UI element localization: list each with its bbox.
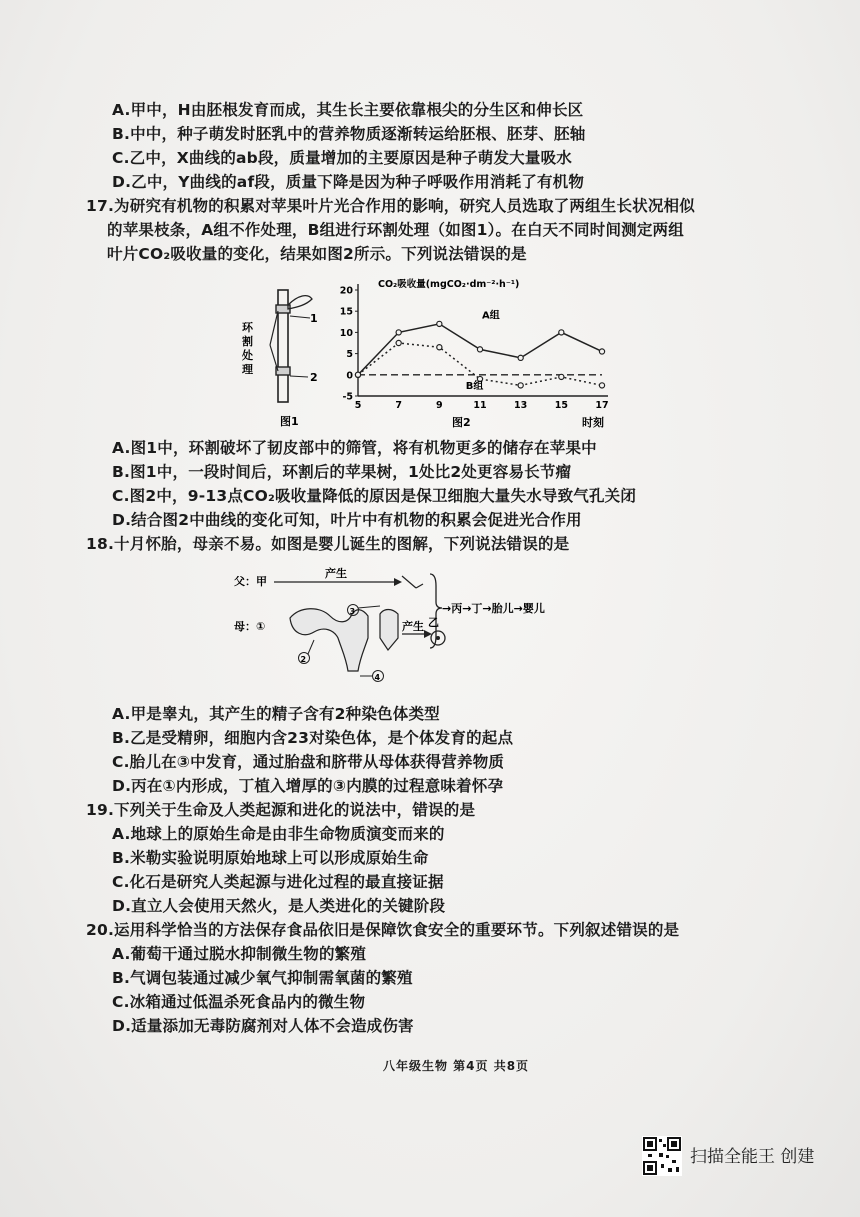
birth-produce-top: 产生 <box>325 567 347 580</box>
chart-x-tick-label: 13 <box>514 400 528 411</box>
q17-option-b: B.图1中，一段时间后，环割后的苹果树，1处比2处更容易长节瘤 <box>112 463 572 481</box>
chart-point <box>518 383 523 388</box>
chart-y-tick-label: 10 <box>339 327 353 339</box>
q16-option-c: C.乙中，X曲线的ab段，质量增加的主要原因是种子萌发大量吸水 <box>112 149 572 167</box>
q17-option-a: A.图1中，环割破坏了韧皮部中的筛管，将有机物更多的储存在苹果中 <box>112 439 597 457</box>
q19-option-d: D.直立人会使用天然火，是人类进化的关键阶段 <box>112 897 446 915</box>
birth-produce-mid: 产生 <box>402 620 424 633</box>
chart-y-tick-label: -5 <box>342 391 353 403</box>
chart-x-tick-label: 7 <box>395 400 402 411</box>
fig1-mark-2: 2 <box>310 371 318 384</box>
chart-title: CO₂吸收量(mgCO₂·dm⁻²·h⁻¹) <box>378 279 520 290</box>
q17-stem-line-3: 叶片CO₂吸收量的变化，结果如图2所示。下列说法错误的是 <box>107 245 527 263</box>
chart-x-tick-label: 5 <box>354 400 362 411</box>
chart-point <box>477 347 482 352</box>
chart-y-tick-label: 5 <box>346 349 353 361</box>
q20-option-a: A.葡萄干通过脱水抑制微生物的繁殖 <box>112 945 367 963</box>
chart-series-label-a: A组 <box>482 310 500 322</box>
chart-x-tick-label: 15 <box>554 400 568 411</box>
q18-option-d: D.丙在①内形成，丁植入增厚的③内膜的过程意味着怀孕 <box>112 777 504 795</box>
page-footer: 八年级生物 第4页 共8页 <box>383 1059 530 1073</box>
chart-point <box>559 374 564 379</box>
svg-text:2: 2 <box>300 655 307 664</box>
q17-option-c: C.图2中，9-13点CO₂吸收量降低的原因是保卫细胞大量失水导致气孔关闭 <box>112 487 637 505</box>
chart-point <box>437 345 442 350</box>
q20-option-b: B.气调包装通过减少氧气抑制需氧菌的繁殖 <box>112 969 413 987</box>
chart-x-axis-label: 时刻 <box>582 416 604 429</box>
q20-stem: 20.运用科学恰当的方法保存食品依旧是保障饮食安全的重要环节。下列叙述错误的是 <box>86 921 680 939</box>
q19-option-b: B.米勒实验说明原始地球上可以形成原始生命 <box>112 849 429 867</box>
birth-mother-label: 母：① <box>234 620 266 633</box>
q16-option-a: A.甲中，H由胚根发育而成，其生长主要依靠根尖的分生区和伸长区 <box>112 101 584 119</box>
birth-chain: →丙→丁→胎儿→婴儿 <box>442 602 545 615</box>
q17-stem-line-2: 的苹果枝条，A组不作处理，B组进行环割处理（如图1）。在白天不同时间测定两组 <box>107 221 684 239</box>
chart-point <box>355 372 360 377</box>
q19-option-a: A.地球上的原始生命是由非生命物质演变而来的 <box>112 825 445 843</box>
q20-option-d: D.适量添加无毒防腐剂对人体不会造成伤害 <box>112 1017 414 1035</box>
scanner-watermark <box>642 1136 842 1176</box>
chart-y-tick-label: 15 <box>339 306 353 318</box>
chart-y-tick-label: 20 <box>339 285 353 297</box>
q19-option-c: C.化石是研究人类起源与进化过程的最直接证据 <box>112 873 444 891</box>
chart-point <box>396 330 401 335</box>
fig1-side-label-1: 环 <box>242 321 253 334</box>
q20-option-c: C.冰箱通过低温杀死食品内的微生物 <box>112 993 366 1011</box>
chart-point <box>396 340 401 345</box>
chart-point <box>599 383 604 388</box>
chart-point <box>437 321 442 326</box>
figure-birth-diagram <box>230 566 660 691</box>
watermark-text: 扫描全能王 创建 <box>690 1147 815 1167</box>
chart-series-label-b: B组 <box>465 380 484 392</box>
birth-yi-label: 乙 <box>428 616 439 629</box>
q17-option-d: D.结合图2中曲线的变化可知，叶片中有机物的积累会促进光合作用 <box>112 511 582 529</box>
chart-y-tick-label: 0 <box>346 370 353 382</box>
q19-stem: 19.下列关于生命及人类起源和进化的说法中，错误的是 <box>86 801 476 819</box>
chart-x-tick-label: 17 <box>595 400 609 411</box>
svg-text:3: 3 <box>349 607 356 616</box>
chart-point <box>599 349 604 354</box>
q16-option-b: B.中中，种子萌发时胚乳中的营养物质逐渐转运给胚根、胚芽、胚轴 <box>112 125 586 143</box>
chart-point <box>559 330 564 335</box>
figure-2-co2-chart <box>330 272 620 434</box>
birth-father-label: 父：甲 <box>234 575 267 588</box>
figure-1-branch-diagram <box>240 285 330 430</box>
chart-x-tick-label: 9 <box>436 400 443 411</box>
svg-text:4: 4 <box>374 673 381 682</box>
q18-option-a: A.甲是睾丸，其产生的精子含有2种染色体类型 <box>112 705 440 723</box>
chart-x-tick-label: 11 <box>473 400 487 411</box>
q17-stem-line-1: 17.为研究有机物的积累对苹果叶片光合作用的影响，研究人员选取了两组生长状况相似 <box>86 197 695 215</box>
q16-option-d: D.乙中，Y曲线的af段，质量下降是因为种子呼吸作用消耗了有机物 <box>112 173 585 191</box>
q18-option-b: B.乙是受精卵，细胞内含23对染色体，是个体发育的起点 <box>112 729 514 747</box>
fig1-side-label-4: 理 <box>242 363 253 376</box>
fig1-mark-1: 1 <box>310 312 318 325</box>
fig1-side-label-3: 处 <box>242 349 253 362</box>
fig1-caption: 图1 <box>280 415 299 428</box>
chart-point <box>518 355 523 360</box>
fig1-side-label-2: 割 <box>242 335 253 348</box>
q18-stem: 18.十月怀胎，母亲不易。如图是婴儿诞生的图解，下列说法错误的是 <box>86 535 570 553</box>
qr-code-icon <box>642 1136 682 1176</box>
q18-option-c: C.胎儿在③中发育，通过胎盘和脐带从母体获得营养物质 <box>112 753 505 771</box>
chart-caption: 图2 <box>452 416 471 429</box>
